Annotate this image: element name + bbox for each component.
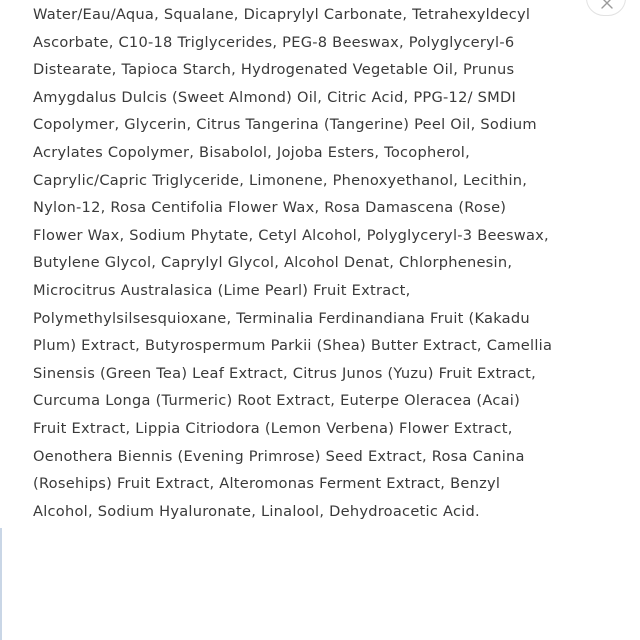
- ingredients-line: Flower Wax, Sodium Phytate, Cetyl Alcohol, Polyglyceryl-3 Beeswax,: [33, 226, 549, 244]
- ingredients-line: Plum) Extract, Butyrospermum Parkii (Shea) Butter Extract, Camellia: [33, 337, 553, 355]
- ingredients-line: Alcohol, Sodium Hyaluronate, Linalool, Dehydroacetic Acid.: [33, 502, 480, 520]
- close-button[interactable]: [586, 0, 626, 16]
- ingredients-line: Amygdalus Dulcis (Sweet Almond) Oil, Citric Acid, PPG-12/ SMDI: [33, 88, 517, 106]
- ingredients-line: Oenothera Biennis (Evening Primrose) Seed Extract, Rosa Canina: [33, 447, 525, 465]
- ingredients-line: Curcuma Longa (Turmeric) Root Extract, Euterpe Oleracea (Acai): [33, 392, 521, 410]
- ingredients-line: Microcitrus Australasica (Lime Pearl) Fruit Extract,: [33, 282, 411, 299]
- ingredients-line: Copolymer, Glycerin, Citrus Tangerina (Tangerine) Peel Oil, Sodium: [33, 116, 537, 134]
- close-icon: [601, 0, 613, 9]
- ingredients-line: Ascorbate, C10-18 Triglycerides, PEG-8 Beeswax, Polyglyceryl-6: [33, 33, 515, 51]
- left-edge-bar: [0, 528, 2, 640]
- ingredients-line: Water/Eau/Aqua, Squalane, Dicaprylyl Carbonate, Tetrahexyldecyl: [33, 6, 531, 23]
- ingredients-line: Acrylates Copolymer, Bisabolol, Jojoba Esters, Tocopherol,: [33, 144, 470, 161]
- ingredients-line: Nylon-12, Rosa Centifolia Flower Wax, Rosa Damascena (Rose): [33, 199, 507, 217]
- ingredients-line: Fruit Extract, Lippia Citriodora (Lemon Verbena) Flower Extract,: [33, 420, 513, 437]
- ingredients-line: (Rosehips) Fruit Extract, Alteromonas Ferment Extract, Benzyl: [33, 475, 501, 493]
- ingredients-line: Caprylic/Capric Triglyceride, Limonene, Phenoxyethanol, Lecithin,: [33, 171, 528, 189]
- ingredients-line: Butylene Glycol, Caprylyl Glycol, Alcohol Denat, Chlorphenesin,: [33, 254, 513, 272]
- ingredients-line: Polymethylsilsesquioxane, Terminalia Ferdinandiana Fruit (Kakadu: [33, 309, 530, 327]
- ingredients-line: Distearate, Tapioca Starch, Hydrogenated Vegetable Oil, Prunus: [33, 61, 515, 79]
- ingredients-line: Sinensis (Green Tea) Leaf Extract, Citrus Junos (Yuzu) Fruit Extract,: [33, 364, 537, 382]
